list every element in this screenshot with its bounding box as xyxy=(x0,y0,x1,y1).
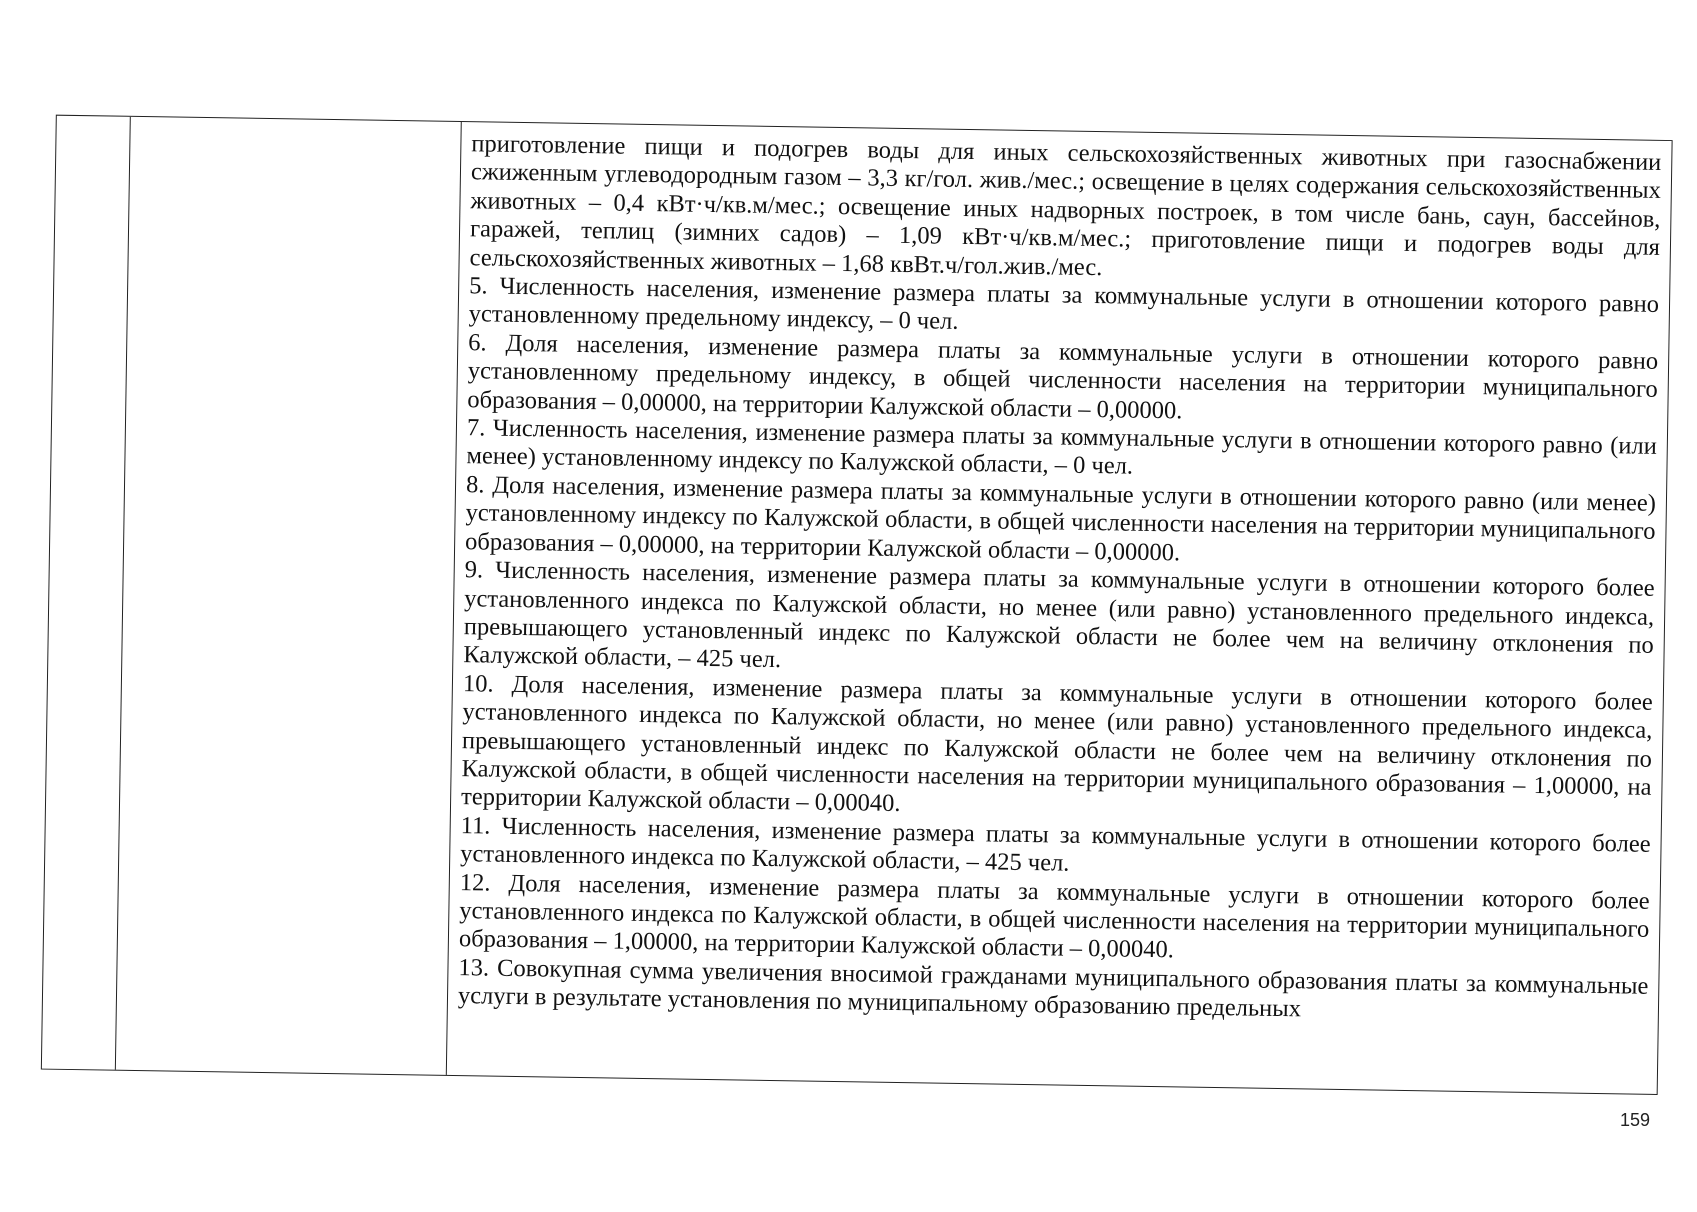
table-column-name xyxy=(116,117,462,1075)
list-item: 12. Доля населения, изменение размера платы за коммунальные услуги в отношении которого более установленного индекса по Калужской области, в общей численности населения на территории муниципального образования – 1,00000, на территории Калужской области – 0,00040. xyxy=(458,868,1650,964)
table-column-content xyxy=(447,122,1672,1094)
page-number: 159 xyxy=(1620,1110,1651,1130)
list-item: 13. Совокупная сумма увеличения вносимой гражданами муниципального образования платы за коммунальные услуги в результате установления по муниципальному образованию предельных xyxy=(457,953,1649,1023)
list-item: 9. Численность населения, изменение размера платы за коммунальные услуги в отношении которого более установленного индекса по Калужской области, но менее (или равно) установленного предельного индекса, превышающего установленный индекс по Калужской области не более чем на величину отклонения по Калужской области, – 425 чел. xyxy=(463,556,1655,674)
continuation-paragraph: приготовление пищи и подогрев воды для иных сельскохозяйственных животных при газоснабжении сжиженным углеводородным газом – 3,3 кг/гол. жив./мес.; освещение в целях содержания сельскохозяйственных животных – 0,4 кВт·ч/кв.м/мес.; освещение иных надворных построек, в том числе бань, саун, бассейнов, гаражей, теплиц (зимних садов) – 1,09 кВт·ч/кв.м/мес.; приготовление пищи и подогрев воды для сельскохозяйственных животных – 1,68 квВт.ч/гол.жив./мес. xyxy=(469,130,1662,281)
list-item: 6. Доля населения, изменение размера платы за коммунальные услуги в отношении которого равно установленному предельному индексу, в общей численности населения на территории муниципального образования – 0,00000, на территории Калужской области – 0,00000. xyxy=(467,329,1659,425)
list-item: 8. Доля населения, изменение размера платы за коммунальные услуги в отношении которого равно (или менее) установленному индексу по Калужской области, в общей численности населения на территории муниципального образования – 0,00000, на территории Калужской области – 0,00000. xyxy=(464,471,1657,567)
list-item: 5. Численность населения, изменение размера платы за коммунальные услуги в отношении которого равно установленному предельному индексу, – 0 чел. xyxy=(468,272,1660,336)
list-item: 7. Численность населения, изменение размера платы за коммунальные услуги в отношении которого равно (или менее) установленному индексу по Калужской области, – 0 чел. xyxy=(466,414,1658,481)
document-table xyxy=(41,115,1673,1095)
list-item: 11. Численность населения, изменение размера платы за коммунальные услуги в отношении которого более установленного индекса по Калужской области, – 425 чел. xyxy=(460,811,1651,877)
list-item: 10. Доля населения, изменение размера платы за коммунальные услуги в отношении которого более установленного индекса по Калужской области, но менее (или равно) установленного предельного индекса, превышающего установленный индекс по Калужской области не более чем на величину отклонения по Калужской области, в общей численности населения на территории муниципального образования – 1,00000, на территории Калужской области – 0,00040. xyxy=(460,669,1654,818)
